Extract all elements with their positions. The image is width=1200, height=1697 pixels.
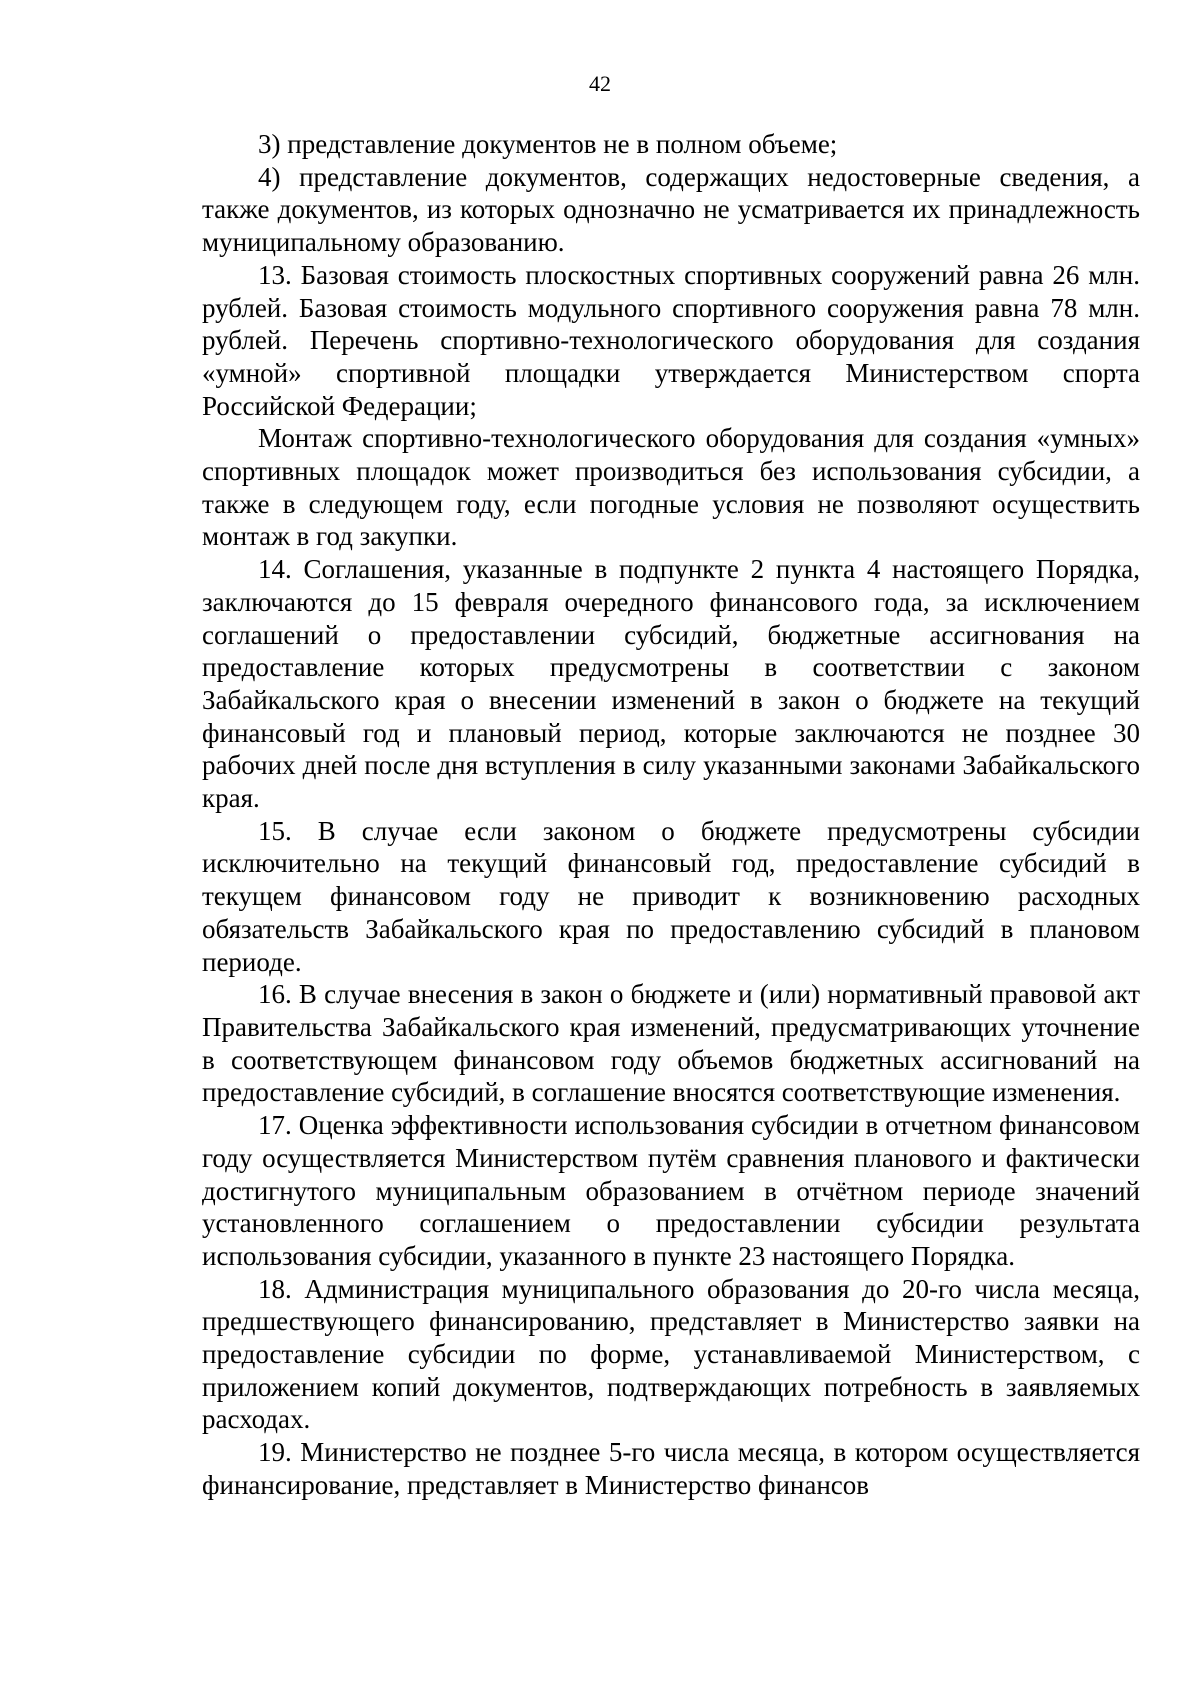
page-number: 42 [589, 71, 611, 96]
paragraph-17: 17. Оценка эффективности использования субсидии в отчетном финансовом году осуществляется Министерством путём сравнения планового и фактически достигнутого муниципальным образованием в отчётном периоде значений установленного соглашением о предоставлении субсидии результата использования субсидии, указанного в пункте 23 настоящего Порядка. [202, 1110, 1140, 1271]
paragraph-14: 14. Соглашения, указанные в подпункте 2 пункта 4 настоящего Порядка, заключаются до 15 февраля очередного финансового года, за исключением соглашений о предоставлении субсидий, бюджетные ассигнования на предоставление которых предусмотрены в соответствии с законом Забайкальского края о внесении изменений в закон о бюджете на текущий финансовый год и плановый период, которые заключаются не позднее 30 рабочих дней после дня вступления в силу указанными законами Забайкальского края. [202, 554, 1140, 814]
paragraph-16: 16. В случае внесения в закон о бюджете и (или) нормативный правовой акт Правительства Забайкальского края изменений, предусматривающих уточнение в соответствующем финансовом году объемов бюджетных ассигнований на предоставление субсидий, в соглашение вносятся соответствующие изменения. [202, 979, 1140, 1108]
document-body [202, 128, 1140, 1502]
paragraph-19: 19. Министерство не позднее 5-го числа месяца, в котором осуществляется финансирование, представляет в Министерство финансов [202, 1437, 1140, 1500]
paragraph-item-3: 3) представление документов не в полном объеме; [258, 129, 838, 159]
paragraph-13-mounting: Монтаж спортивно-технологического оборудования для создания «умных» спортивных площадок может производиться без использования субсидии, а также в следующем году, если погодные условия не позволяют осуществить монтаж в год закупки. [202, 423, 1140, 552]
paragraph-13: 13. Базовая стоимость плоскостных спортивных сооружений равна 26 млн. рублей. Базовая стоимость модульного спортивного сооружения равна 78 млн. рублей. Перечень спортивно-технологического оборудования для создания «умной» спортивной площадки утверждается Министерством спорта Российской Федерации; [202, 259, 1140, 421]
paragraph-18: 18. Администрация муниципального образования до 20-го числа месяца, предшествующего финансированию, представляет в Министерство заявки на предоставление субсидии по форме, устанавливаемой Министерством, с приложением копий документов, подтверждающих потребность в заявляемых расходах. [202, 1273, 1140, 1435]
paragraph-item-4: 4) представление документов, содержащих недостоверные сведения, а также документов, из которых однозначно не усматривается их принадлежность муниципальному образованию. [202, 161, 1140, 258]
paragraph-15: 15. В случае если законом о бюджете предусмотрены субсидии исключительно на текущий финансовый год, предоставление субсидий в текущем финансовом году не приводит к возникновению расходных обязательств Забайкальского края по предоставлению субсидий в плановом периоде. [202, 815, 1140, 977]
